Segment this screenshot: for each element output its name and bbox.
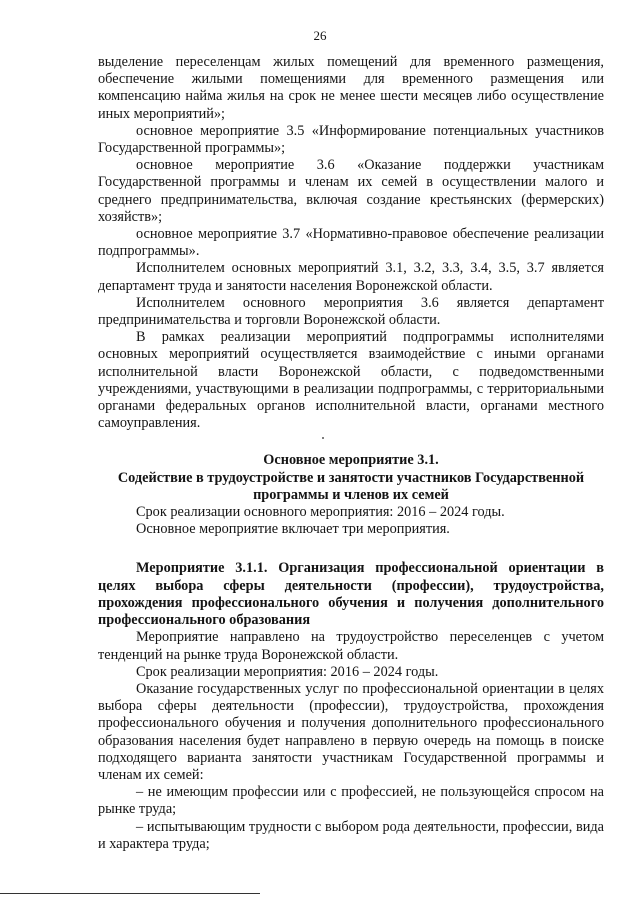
paragraph: основное мероприятие 3.7 «Нормативно-правовое обеспечение реализации подпрограммы». xyxy=(98,226,604,260)
subsection-heading: Мероприятие 3.1.1. Организация профессиональной ориентации в целях выбора сферы деятельности (профессии), трудоустройства, прохождения профессионального обучения и получения дополнительного профессионального образования xyxy=(98,560,604,629)
section-heading-title: Основное мероприятие 3.1. xyxy=(263,452,439,469)
paragraph: выделение переселенцам жилых помещений для временного размещения, обеспечение жилыми помещениями для временного размещения или компенсацию найма жилья на срок не менее шести месяцев либо осуществление иных мероприятий»; xyxy=(98,54,604,122)
list-item: – не имеющим профессии или с профессией, не пользующейся спросом на рынке труда; xyxy=(98,784,604,818)
list-item: – испытывающим трудности с выбором рода деятельности, профессии, вида и характера труда; xyxy=(98,818,604,852)
paragraph: Мероприятие направлено на трудоустройство переселенцев с учетом тенденций на рынке труда Воронежской области. xyxy=(98,629,604,663)
paragraph: Исполнителем основного мероприятия 3.6 является департамент предпринимательства и торговли Воронежской области. xyxy=(98,294,604,329)
document-body xyxy=(98,54,604,853)
paragraph: Срок реализации мероприятия: 2016 – 2024 годы. xyxy=(136,663,439,680)
paragraph: В рамках реализации мероприятий подпрограммы исполнителями основных мероприятий осуществляется взаимодействие с иными органами исполнительной власти Воронежской области, с подведомственными учреждениями, участвующими в реализации подпрограммы, с территориальными органами федеральных органов исполнительной власти, органами местного самоуправления. xyxy=(98,329,604,432)
paragraph: Основное мероприятие включает три мероприятия. xyxy=(136,521,450,538)
paragraph: основное мероприятие 3.5 «Информирование потенциальных участников Государственной программы»; xyxy=(98,122,604,157)
paragraph: Исполнителем основных мероприятий 3.1, 3.2, 3.3, 3.4, 3.5, 3.7 является департамент труда и занятости населения Воронежской области. xyxy=(98,260,604,294)
section-heading-subtitle: Содействие в трудоустройстве и занятости участников Государственной программы и членов их семей xyxy=(117,469,585,503)
paragraph: основное мероприятие 3.6 «Оказание поддержки участникам Государственной программы и членам их семей в осуществлении малого и среднего предпринимательства, включая создание крестьянских (фермерских) хозяйств»; xyxy=(98,157,604,225)
paragraph: Срок реализации основного мероприятия: 2016 – 2024 годы. xyxy=(136,504,505,521)
bottom-rule xyxy=(0,893,260,894)
page-number: 26 xyxy=(313,28,327,43)
scan-dot xyxy=(322,437,324,439)
paragraph: Оказание государственных услуг по профессиональной ориентации в целях выбора сферы деятельности (профессии), трудоустройства, прохождения профессионального обучения и получения дополнительного профессионального образования населения будет направлено в первую очередь на помощь в поиске подходящего варианта занятости участникам Государственной программы и членам их семей: xyxy=(98,680,604,783)
